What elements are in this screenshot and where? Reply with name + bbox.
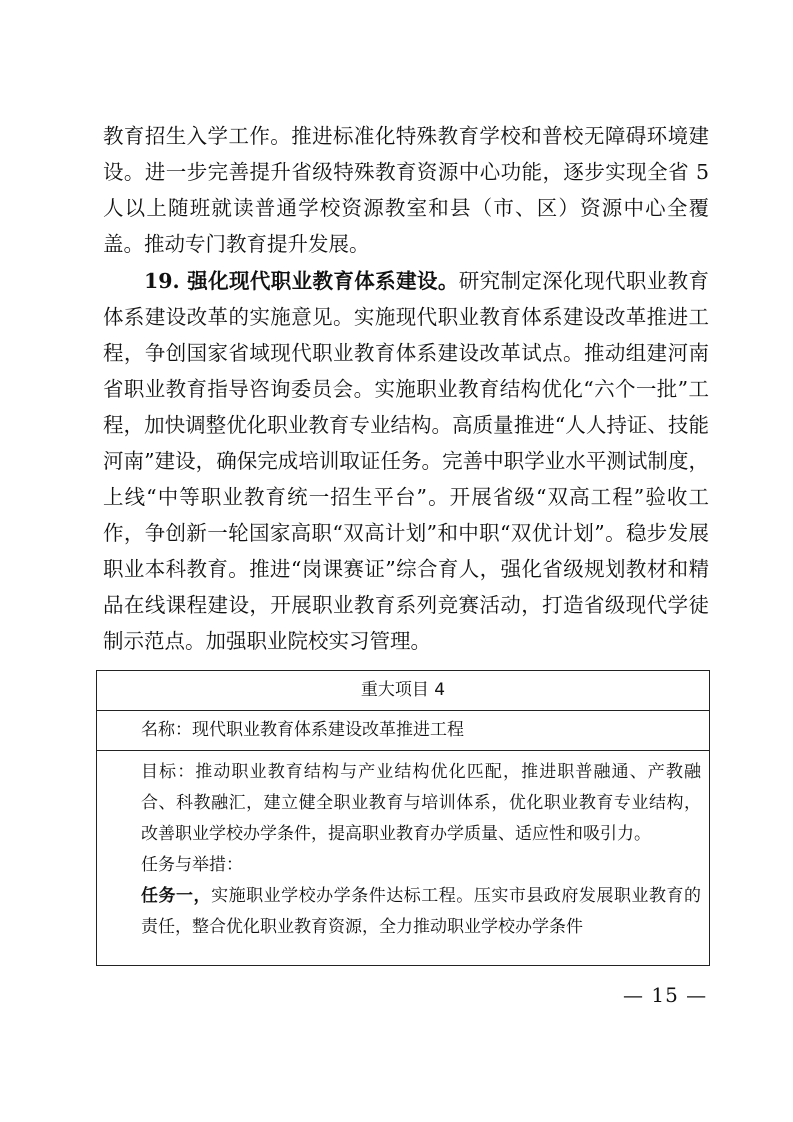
project-name: 名称：现代职业教育体系建设改革推进工程	[97, 711, 709, 751]
project-title: 重大项目 4	[97, 671, 709, 711]
paragraph-vocational-education	[103, 263, 709, 659]
project-goal: 目标：推动职业教育结构与产业结构优化匹配，推进职普融通、产教融合、科教融汇，建立健全职业教育与培训体系，优化职业教育专业结构，改善职业学校办学条件，提高职业教育办学质量、适应性和吸引力。	[141, 762, 701, 844]
project-tasks-label: 任务与举措：	[141, 855, 243, 875]
task-1-heading: 任务一，	[141, 886, 212, 906]
major-project-box	[96, 670, 710, 966]
paragraph-special-education: 教育招生入学工作。推进标准化特殊教育学校和普校无障碍环境建设。进一步完善提升省级特殊教育资源中心功能，逐步实现全省 5 人以上随班就读普通学校资源教室和县（市、区）资源中心全覆盖。推动专门教育提升发展。	[103, 124, 709, 256]
section-body-19: 研究制定深化现代职业教育体系建设改革的实施意见。实施现代职业教育体系建设改革推进工程，争创国家省域现代职业教育体系建设改革试点。推动组建河南省职业教育指导咨询委员会。实施职业教育结构优化“六个一批”工程，加快调整优化职业教育专业结构。高质量推进“人人持证、技能河南”建设，确保完成培训取证任务。完善中职学业水平测试制度，上线“中等职业教育统一招生平台”。开展省级“双高工程”验收工作，争创新一轮国家高职“双高计划”和中职“双优计划”。稳步发展职业本科教育。推进“岗课赛证”综合育人，强化省级规划教材和精品在线课程建设，开展职业教育系列竞赛活动，打造省级现代学徒制示范点。加强职业院校实习管理。	[103, 269, 709, 653]
section-heading-19: 19. 强化现代职业教育体系建设。	[144, 269, 459, 293]
project-details	[97, 751, 709, 943]
page-number: — 15 —	[623, 983, 708, 1007]
task-1-body: 实施职业学校办学条件达标工程。压实市县政府发展职业教育的责任，整合优化职业教育资源，全力推动职业学校办学条件	[141, 886, 702, 937]
project-task-1	[105, 881, 701, 943]
